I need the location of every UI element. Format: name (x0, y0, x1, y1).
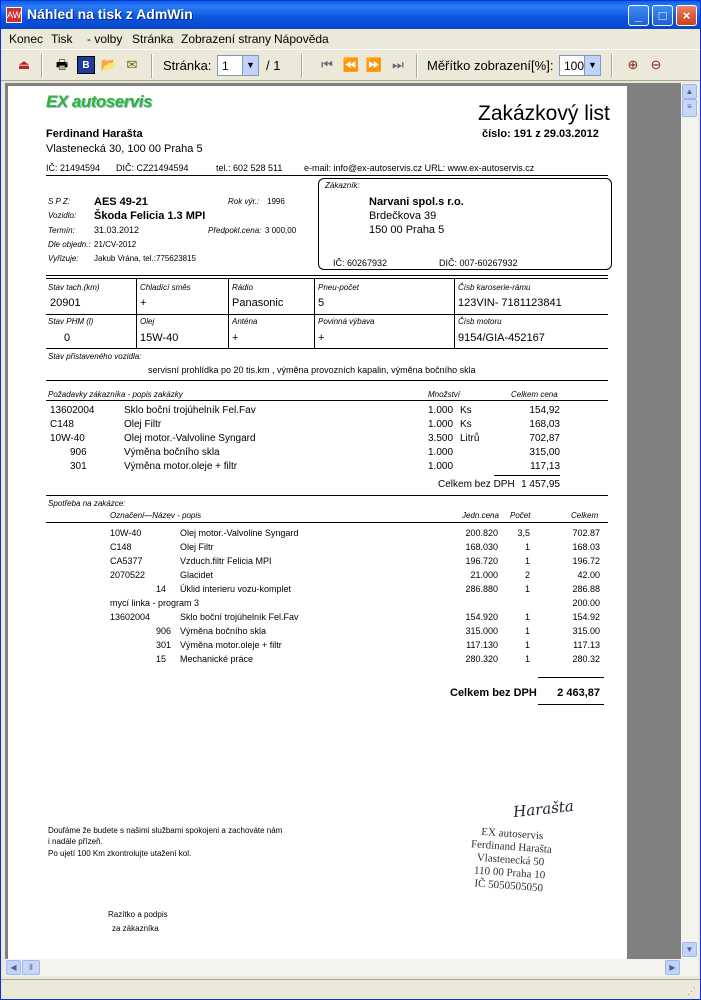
company-name: Ferdinand Harašta (46, 128, 143, 140)
year-label: Rok výr.: (228, 197, 260, 206)
resize-grip-icon[interactable]: ⋰ (687, 986, 696, 996)
menu-napoveda[interactable]: Nápověda (274, 32, 329, 46)
request-desc: Olej motor.-Valvoline Syngard (124, 433, 256, 444)
stat-value: 9154/GIA-452167 (458, 332, 545, 344)
request-qty: 1.000 (428, 419, 454, 430)
zoom-out-icon[interactable]: ⊖ (650, 57, 662, 72)
request-code: 906 (70, 447, 87, 458)
menu-stranka[interactable]: Stránka (132, 32, 174, 46)
consumption-code: 14 (156, 584, 167, 594)
stat-label: Chladící směs (140, 283, 191, 292)
consumption-qty: 2 (524, 570, 530, 580)
vehicle-label: Vozidlo: (48, 211, 77, 220)
divider (314, 279, 315, 348)
request-price: 315,00 (529, 447, 560, 458)
request-desc: Olej Filtr (124, 419, 162, 430)
customer-dic: DIČ: 007-60267932 (439, 258, 518, 268)
stat-value: 15W-40 (140, 332, 179, 344)
app-icon: AW (6, 7, 22, 23)
consumption-desc: Výměna motor.oleje + filtr (180, 640, 282, 650)
stat-value: + (232, 332, 239, 344)
consumption-unitprice: 117.130 (466, 640, 498, 650)
chevron-down-icon[interactable]: ▼ (584, 56, 600, 75)
consumption-unitprice-header: Jedn.cena (462, 511, 499, 520)
estimate-value: 3 000,00 (265, 226, 297, 235)
consumption-total: 196.72 (572, 556, 600, 566)
consumption-desc: Vzduch.filtr Felicia MPI (180, 556, 272, 566)
consumption-desc: Úklid interieru vozu-komplet (180, 584, 292, 594)
handler-value: Jakub Vrána, tel.:775623815 (94, 254, 197, 263)
divider (538, 704, 604, 705)
company-address: Vlastenecká 30, 100 00 Praha 5 (46, 143, 203, 155)
request-qty: 1.000 (428, 447, 454, 458)
request-desc: Výměna motor.oleje + filtr (124, 461, 238, 472)
term-label: Termín: (48, 226, 75, 235)
consumption-code: 301 (156, 640, 172, 650)
request-code: 301 (70, 461, 87, 472)
consumption-code: 13602004 (110, 612, 151, 622)
customer-box (318, 178, 612, 270)
vehicle-state-text: servisní prohlídka po 20 tis.km , výměna provozních kapalin, výměna bočního skla (148, 365, 476, 375)
consumption-qty: 1 (524, 626, 530, 636)
consumption-header: Spotřeba na zakázce: (48, 499, 126, 508)
request-price: 702,87 (529, 433, 560, 444)
requests-total-label: Celkem bez DPH (438, 479, 515, 490)
divider (46, 275, 608, 276)
scroll-thumb[interactable]: ≡ (682, 99, 697, 117)
stat-label: Čísb karoserie-rámu (458, 283, 531, 292)
customer-label: Zákazník: (325, 181, 360, 190)
stat-label: Povinná výbava (318, 317, 375, 326)
company-logo: EX autoservis (46, 92, 152, 111)
prev-page-icon[interactable]: ⏪ (342, 57, 360, 72)
printer-setup-icon[interactable]: B (77, 56, 95, 74)
stat-label: Stav PHM (l) (48, 317, 94, 326)
divider (228, 279, 229, 348)
consumption-total: 702.87 (572, 528, 600, 538)
stat-label: Stav tach.(km) (48, 283, 100, 292)
print-icon[interactable]: 🖶 (55, 57, 69, 72)
divider (538, 677, 604, 678)
consumption-qty: 1 (524, 612, 530, 622)
consumption-code: 906 (156, 626, 172, 636)
request-qty: 1.000 (428, 461, 454, 472)
consumption-total: 117.13 (573, 640, 600, 650)
consumption-desc: Mechanické práce (180, 654, 254, 664)
toolbar-separator (416, 54, 418, 78)
page-label: Stránka: (163, 58, 212, 73)
requests-qty-header: Množství (428, 390, 461, 399)
year-value: 1996 (267, 197, 285, 206)
open-icon[interactable]: 📂 (100, 57, 118, 72)
vehicle-value: Škoda Felicia 1.3 MPI (94, 210, 206, 222)
spz-label: S P Z: (48, 197, 70, 206)
request-qty: 3.500 (428, 433, 454, 444)
stat-value: + (140, 297, 147, 309)
divider (46, 314, 608, 315)
stat-value: Panasonic (232, 297, 284, 309)
menu-volby[interactable]: - volby (87, 32, 123, 46)
title-bar[interactable] (1, 1, 700, 29)
scroll-left-icon[interactable]: ◀ (6, 960, 21, 975)
divider (136, 279, 137, 348)
consumption-qty: 1 (524, 640, 530, 650)
divider (46, 400, 608, 401)
vehicle-state-label: Stav přistaveného vozidla: (48, 352, 142, 361)
term-value: 31.03.2012 (94, 225, 140, 235)
consumption-qty: 1 (524, 542, 530, 552)
company-stamp: EX autoservis Ferdinand Harašta Vlastenecká 50 110 00 Praha 10 IČ 5050505050 (470, 825, 553, 895)
vertical-scrollbar[interactable] (681, 83, 698, 959)
request-code: 10W-40 (50, 433, 85, 444)
stat-label: Olej (140, 317, 155, 326)
consumption-code: 15 (156, 654, 167, 664)
scroll-down-icon[interactable]: ▼ (682, 942, 697, 957)
close-button[interactable]: × (676, 5, 697, 26)
menu-tisk[interactable]: Tisk (51, 32, 73, 46)
order-ref-label: Dle objedn.: (48, 240, 91, 249)
consumption-total: 280.32 (572, 654, 600, 664)
toolbar-separator (611, 54, 613, 78)
divider (46, 495, 608, 496)
first-page-icon[interactable]: ⏮ (321, 57, 333, 72)
footer-note: Doufáme že budete s našimi službami spokojeni a zachováte nám (48, 826, 283, 835)
requests-total-header: Celkem cena (511, 390, 558, 399)
document-title: Zakázkový list (478, 102, 610, 125)
consumption-total: 200.00 (572, 598, 600, 608)
consumption-unitprice: 154.920 (465, 612, 498, 622)
status-bar (1, 979, 700, 999)
request-price: 117,13 (530, 461, 560, 472)
consumption-qty: 1 (524, 584, 530, 594)
window-title: Náhled na tisk z AdmWin (27, 6, 193, 22)
page-select[interactable]: 1 ▼ (217, 55, 259, 76)
consumption-qty-header: Počet (510, 511, 531, 520)
consumption-desc: Olej motor.-Valvoline Syngard (180, 528, 299, 538)
customer-ic: IČ: 60267932 (333, 258, 388, 268)
handwritten-signature: Harašta (512, 796, 575, 822)
consumption-code: mycí linka - program 3 (110, 598, 200, 608)
zoom-in-icon[interactable]: ⊕ (627, 57, 639, 72)
requests-header: Požadavky zákazníka - popis zakázky (48, 390, 183, 399)
consumption-desc: Sklo boční trojúhelník Fel.Fav (180, 612, 299, 622)
signature-label: Razítko a podpis (108, 910, 168, 919)
toolbar-separator (151, 54, 153, 78)
footer-note: i nadále přízeň. (48, 837, 103, 846)
request-code: C148 (50, 419, 74, 430)
stat-value: + (318, 332, 325, 344)
handler-label: Vyřizuje: (48, 254, 79, 263)
horizontal-scrollbar[interactable] (5, 959, 698, 976)
divider (494, 475, 560, 476)
company-tel: tel.: 602 528 511 (216, 163, 283, 173)
exit-icon[interactable]: ⏏ (17, 57, 31, 72)
consumption-qty: 3,5 (517, 528, 530, 538)
stat-label: Čísb motoru (458, 317, 502, 326)
consumption-qty: 1 (524, 556, 530, 566)
signature-label: za zákazníka (112, 924, 159, 933)
divider (46, 175, 608, 176)
consumption-total-label: Celkem bez DPH (450, 687, 537, 699)
consumption-total: 154.92 (572, 612, 600, 622)
chevron-down-icon[interactable]: ▼ (242, 56, 258, 75)
divider (454, 279, 455, 348)
customer-name: Narvani spol.s r.o. (369, 196, 464, 208)
stat-value: 0 (64, 332, 71, 344)
order-number: číslo: 191 z 29.03.2012 (482, 128, 599, 140)
consumption-code: C148 (110, 542, 132, 552)
consumption-code-header: Označení—Název - popis (110, 511, 202, 520)
stat-label: Anténa (232, 317, 258, 326)
email-icon[interactable]: ✉ (126, 57, 138, 72)
zoom-select[interactable]: 100 ▼ (559, 55, 601, 76)
consumption-unitprice: 196.720 (465, 556, 498, 566)
customer-street: Brdečkova 39 (369, 210, 437, 222)
scroll-right-icon[interactable]: ▶ (665, 960, 680, 975)
consumption-desc: Olej Filtr (180, 542, 214, 552)
menu-zobrazeni-strany[interactable]: Zobrazení strany (181, 32, 272, 46)
consumption-code: 2070522 (110, 570, 146, 580)
stat-value: 20901 (50, 297, 81, 309)
consumption-total-header: Celkem (571, 511, 599, 520)
toolbar-separator (301, 54, 303, 78)
consumption-total: 315.00 (572, 626, 600, 636)
menu-konec[interactable]: Konec (9, 32, 44, 46)
request-desc: Sklo boční trojúhelník Fel.Fav (124, 405, 256, 416)
zoom-label: Měřítko zobrazení[%]: (427, 58, 554, 73)
request-price: 168,03 (529, 419, 560, 430)
consumption-code: 10W-40 (110, 528, 142, 538)
stat-label: Pneu-počet (318, 283, 359, 292)
request-qty: 1.000 (428, 405, 454, 416)
request-code: 13602004 (50, 405, 95, 416)
scroll-up-icon[interactable]: ▲ (682, 84, 697, 99)
request-unit: Ks (460, 419, 472, 430)
consumption-unitprice: 315.000 (465, 626, 498, 636)
minimize-button[interactable]: _ (628, 5, 649, 26)
stat-label: Rádio (232, 283, 253, 292)
footer-note: Po ujetí 100 Km zkontrolujte utažení kol. (48, 849, 192, 858)
consumption-total: 286.88 (572, 584, 600, 594)
preview-area[interactable] (5, 83, 681, 959)
consumption-code: CA5377 (110, 556, 143, 566)
order-ref-value: 21/CV-2012 (94, 240, 137, 249)
divider (46, 380, 608, 381)
consumption-total: 42.00 (577, 570, 600, 580)
request-unit: Litrů (460, 433, 480, 444)
divider (46, 278, 608, 279)
stat-value: 5 (318, 297, 325, 309)
company-dic: DIČ: CZ21494594 (116, 163, 189, 173)
requests-total-value: 1 457,95 (521, 479, 560, 490)
consumption-qty: 1 (524, 654, 530, 664)
consumption-unitprice: 286.880 (465, 584, 498, 594)
request-unit: Ks (460, 405, 472, 416)
request-price: 154,92 (529, 405, 560, 416)
consumption-unitprice: 168.030 (465, 542, 498, 552)
consumption-desc: Výměna bočního skla (180, 626, 267, 636)
consumption-total: 168.03 (572, 542, 600, 552)
consumption-desc: Glacidet (180, 570, 214, 580)
customer-city: 150 00 Praha 5 (369, 224, 445, 236)
consumption-unitprice: 200.820 (465, 528, 498, 538)
menu-bar (1, 29, 700, 49)
toolbar (1, 49, 700, 81)
divider (46, 522, 608, 523)
company-contact: e-mail: info@ex-autoservis.cz URL: www.ex-autoservis.cz (304, 163, 535, 173)
print-page (8, 86, 627, 959)
divider (46, 348, 608, 349)
consumption-unitprice: 280.320 (465, 654, 498, 664)
request-desc: Výměna bočního skla (124, 447, 220, 458)
maximize-button[interactable]: □ (652, 5, 673, 26)
estimate-label: Předpokl.cena: (208, 226, 262, 235)
next-page-icon[interactable]: ⏩ (365, 57, 383, 72)
consumption-unitprice: 21.000 (470, 570, 498, 580)
spz-value: AES 49-21 (94, 196, 148, 208)
company-ic: IČ: 21494594 (46, 163, 101, 173)
toolbar-separator (41, 54, 43, 78)
stat-value: 123VIN- 7181123841 (458, 297, 562, 309)
last-page-icon[interactable]: ⏭ (392, 57, 404, 72)
consumption-total-value: 2 463,87 (557, 687, 600, 699)
page-total: / 1 (266, 58, 281, 73)
scroll-thumb[interactable]: ⦀ (22, 960, 40, 975)
